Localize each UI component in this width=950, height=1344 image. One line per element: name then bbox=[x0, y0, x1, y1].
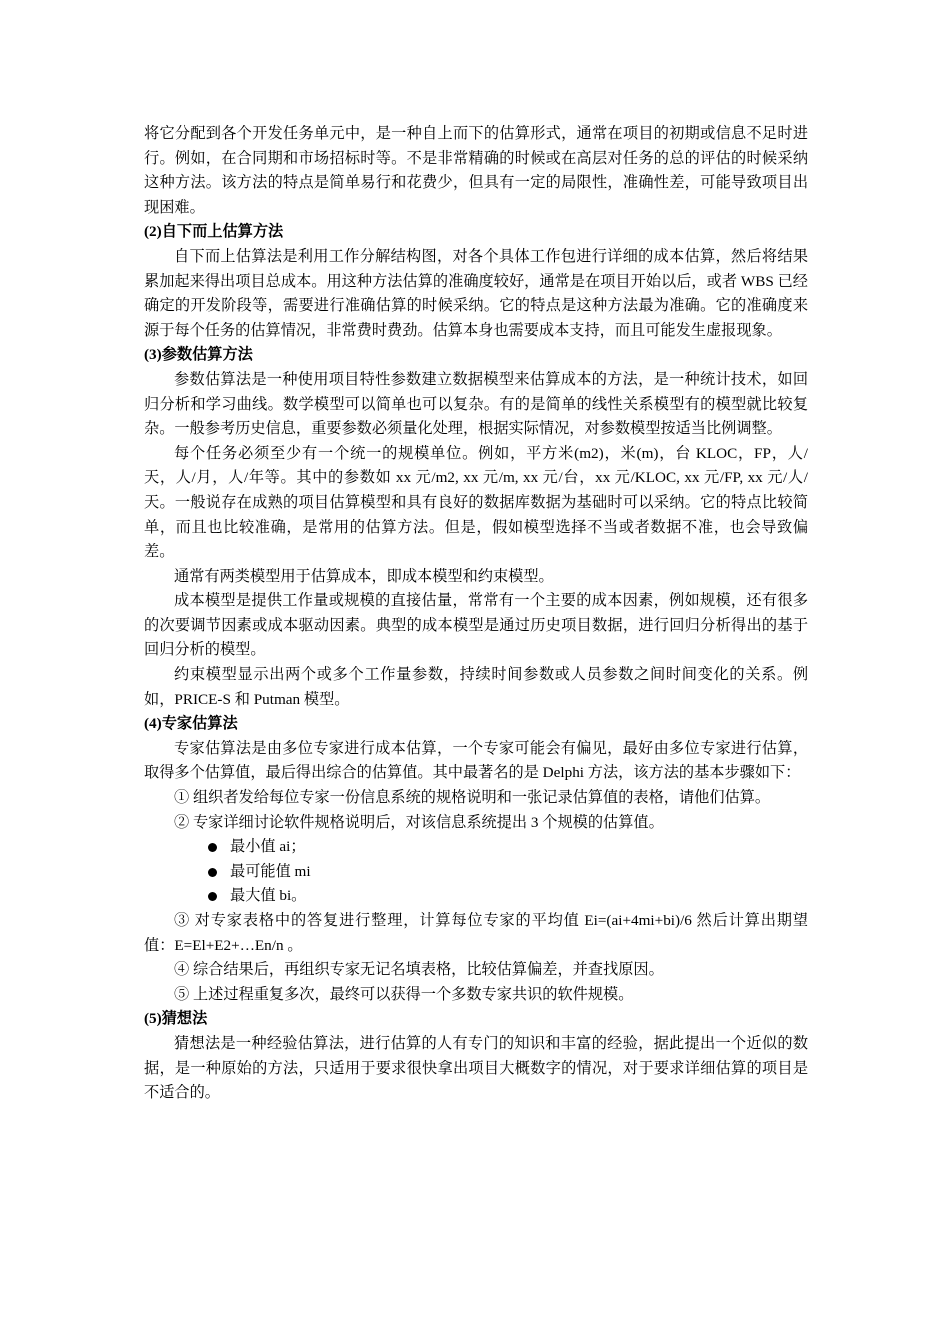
delphi-step-4: ④ 综合结果后，再组织专家无记名填表格，比较估算偏差，并查找原因。 bbox=[174, 961, 664, 979]
paragraph-parametric-4: 成本模型是提供工作量或规模的直接估量，常常有一个主要的成本因素，例如规模，还有很多的次要调节因素或成本驱动因素。典型的成本模型是通过历史项目数据，进行回归分析得出的基于回归分析的模型。 bbox=[144, 592, 808, 659]
paragraph-intro: 将它分配到各个开发任务单元中，是一种自上而下的估算形式，通常在项目的初期或信息不足时进行。例如，在合同期和市场招标时等。不是非常精确的时候或在高层对任务的总的评估的时候采纳这种方法。该方法的特点是简单易行和花费少，但具有一定的局限性，准确性差，可能导致项目出现困难。 bbox=[144, 125, 808, 216]
estimate-bullet-list bbox=[144, 835, 808, 909]
delphi-step-5: ⑤ 上述过程重复多次，最终可以获得一个多数专家共识的软件规模。 bbox=[174, 985, 634, 1003]
heading-expert-estimation: (4)专家估算法 bbox=[144, 715, 238, 733]
paragraph-parametric-3: 通常有两类模型用于估算成本，即成本模型和约束模型。 bbox=[174, 567, 554, 585]
heading-parametric-estimation: (3)参数估算方法 bbox=[144, 346, 253, 364]
delphi-step-1: ① 组织者发给每位专家一份信息系统的规格说明和一张记录估算值的表格，请他们估算。 bbox=[174, 789, 771, 807]
delphi-step-3: ③ 对专家表格中的答复进行整理，计算每位专家的平均值 Ei=(ai+4mi+bi)/6 然后计算出期望值：E=El+E2+…En/n 。 bbox=[144, 912, 808, 954]
delphi-step-2: ② 专家详细讨论软件规格说明后，对该信息系统提出 3 个规模的估算值。 bbox=[174, 813, 664, 831]
paragraph-bottom-up: 自下而上估算法是利用工作分解结构图，对各个具体工作包进行详细的成本估算，然后将结果累加起来得出项目总成本。用这种方法估算的准确度较好，通常是在项目开始以后，或者 WBS 已经确定的开发阶段等，需要进行准确估算的时候采纳。它的特点是这种方法最为准确。它的准确度来源于每个任务的估算情况，非常费时费劲。估算本身也需要成本支持，而且可能发生虚报现象。 bbox=[144, 247, 808, 339]
paragraph-parametric-2: 每个任务必须至少有一个统一的规模单位。例如，平方米(m2)，米(m)，台 KLOC，FP，人/天，人/月，人/年等。其中的参数如 xx 元/m2, xx 元/m, xx 元/台，xx 元/KLOC, xx 元/FP, xx 元/人/天。一般说存在成熟的项目估算模型和具有良好的数据库数据为基础时可以采纳。它的特点比较简单，而且也比较准确，是常用的估算方法。但是，假如模型选择不当或者数据不准，也会导致偏差。 bbox=[144, 444, 808, 561]
paragraph-guess: 猜想法是一种经验估算法，进行估算的人有专门的知识和丰富的经验，据此提出一个近似的数据，是一种原始的方法，只适用于要求很快拿出项目大概数字的情况，对于要求详细估算的项目是不适合的。 bbox=[144, 1034, 808, 1102]
heading-guess-estimation: (5)猜想法 bbox=[144, 1010, 208, 1028]
paragraph-parametric-1: 参数估算法是一种使用项目特性参数建立数据模型来估算成本的方法，是一种统计技术，如回归分析和学习曲线。数学模型可以简单也可以复杂。有的是简单的线性关系模型有的模型就比较复杂。一般参考历史信息，重要参数必须量化处理，根据实际情况，对参数模型按适当比例调整。 bbox=[144, 370, 808, 438]
bullet-dot-icon bbox=[208, 868, 217, 877]
document-page bbox=[144, 122, 808, 1106]
bullet-dot-icon bbox=[208, 892, 217, 901]
bullet-dot-icon bbox=[208, 843, 217, 852]
list-item: 最大值 bi。 bbox=[204, 884, 808, 909]
list-item: 最小值 ai； bbox=[204, 835, 808, 860]
heading-bottom-up-estimation: (2)自下而上估算方法 bbox=[144, 223, 284, 241]
list-item: 最可能值 mi bbox=[204, 860, 808, 885]
paragraph-parametric-5: 约束模型显示出两个或多个工作量参数，持续时间参数或人员参数之间时间变化的关系。例如，PRICE-S 和 Putman 模型。 bbox=[144, 666, 808, 708]
paragraph-expert-1: 专家估算法是由多位专家进行成本估算，一个专家可能会有偏见，最好由多位专家进行估算，取得多个估算值，最后得出综合的估算值。其中最著名的是 Delphi 方法，该方法的基本步骤如下： bbox=[144, 739, 808, 782]
